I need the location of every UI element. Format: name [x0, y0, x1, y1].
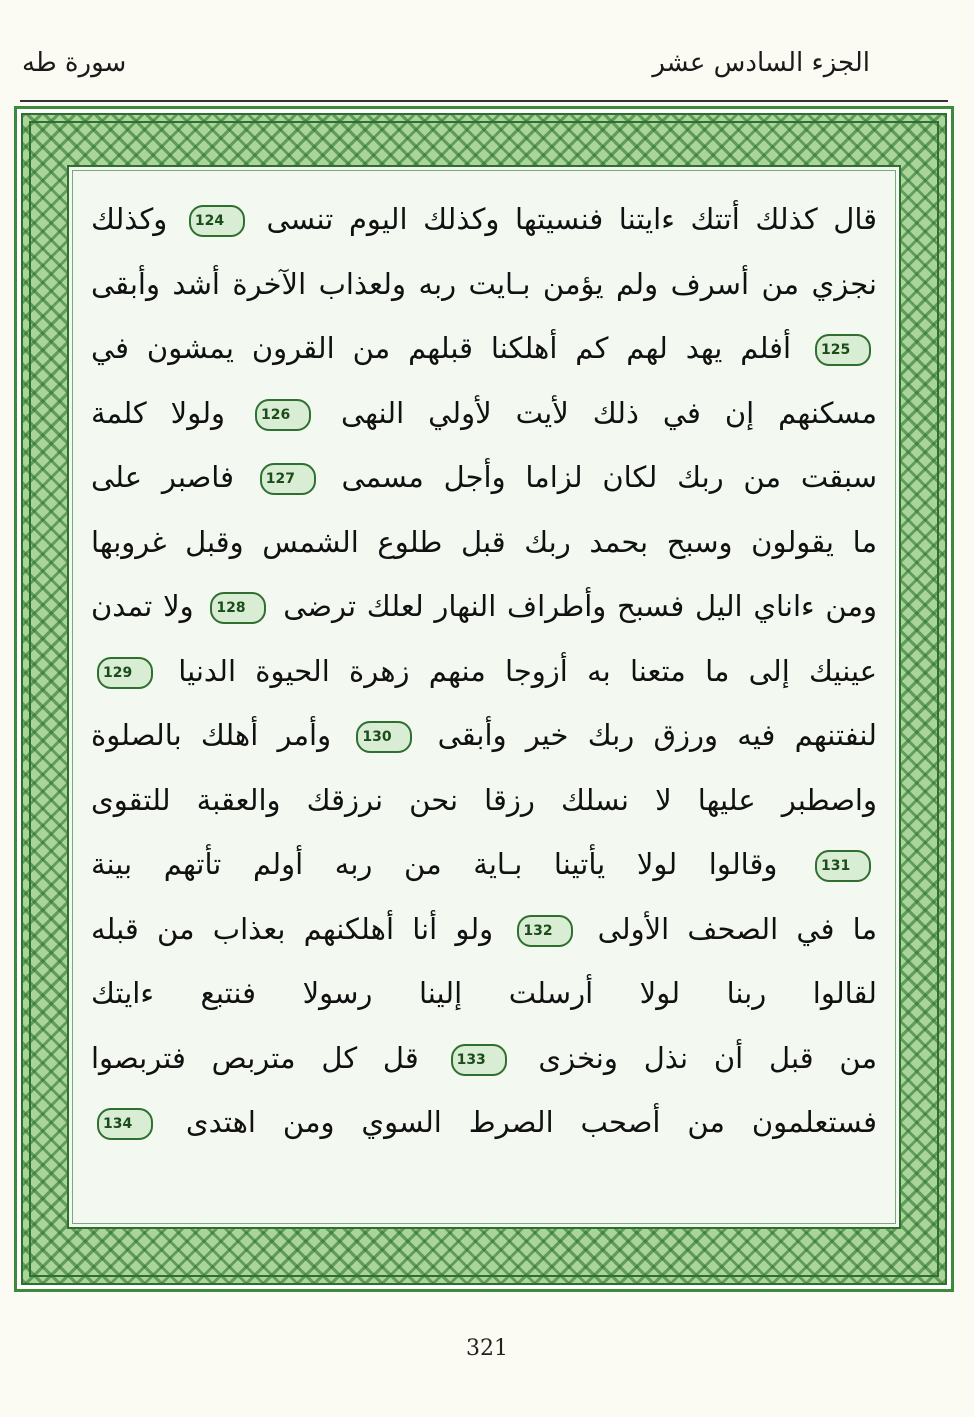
verse-text: سبقت من ربك لكان لزاما وأجل مسمى	[341, 460, 877, 494]
verse-text: ما يقولون وسبح بحمد ربك قبل طلوع الشمس وقبل غروبها	[91, 524, 877, 559]
verse-line	[91, 1090, 877, 1155]
verse-line	[91, 574, 877, 639]
verse-text: عينيك إلى ما متعنا به أزوجا منهم زهرة الحيوة الدنيا	[178, 653, 877, 688]
juz-name: الجزء السادس عشر	[652, 48, 870, 78]
header-divider	[20, 100, 948, 102]
verse-text: من قبل أن نذل ونخزى	[538, 1040, 877, 1075]
verse-line	[91, 510, 877, 575]
verse-text: ومن ءاناي اليل فسبح وأطراف النهار لعلك ترضى	[283, 589, 877, 623]
verse-text: وكذلك	[91, 202, 168, 236]
verse-line	[91, 187, 877, 252]
verse-line	[91, 1026, 877, 1091]
verse-line	[91, 768, 877, 833]
ornamental-frame	[14, 106, 954, 1292]
verse-text: قل كل متربص فتربصوا	[91, 1040, 419, 1075]
verse-line	[91, 639, 877, 704]
ayah-number-marker: 125	[815, 334, 871, 366]
verse-text: فستعلمون من أصحب الصرط السوي ومن اهتدى	[185, 1105, 877, 1139]
surah-name: سورة طه	[22, 48, 127, 78]
ayah-number-marker: 124	[189, 205, 245, 237]
verse-line	[91, 445, 877, 510]
verse-text: ولولا كلمة	[91, 395, 226, 430]
verse-text: نجزي من أسرف ولم يؤمن بـايت ربه ولعذاب الآخرة أشد وأبقى	[91, 266, 877, 301]
ayah-number-marker: 126	[255, 399, 311, 431]
verse-line	[91, 252, 877, 317]
verse-line	[91, 316, 877, 381]
ayah-number-marker: 134	[97, 1108, 153, 1140]
verse-text: لقالوا ربنا لولا أرسلت إلينا رسولا فنتبع ءايتك	[91, 976, 877, 1010]
verse-text: قال كذلك أتتك ءايتنا فنسيتها وكذلك اليوم تنسى	[266, 202, 877, 236]
verse-text: لنفتنهم فيه ورزق ربك خير وأبقى	[437, 718, 877, 752]
page-header	[14, 44, 954, 104]
verse-text: وأمر أهلك بالصلوة	[91, 718, 332, 752]
verse-text: ولا تمدن	[91, 589, 194, 623]
verse-line	[91, 703, 877, 768]
ayah-number-marker: 133	[451, 1044, 507, 1076]
ayah-number-marker: 127	[260, 463, 316, 495]
verse-lines	[91, 187, 877, 1155]
verse-line	[91, 832, 877, 897]
verse-text: فاصبر على	[91, 460, 234, 494]
verse-text: أفلم يهد لهم كم أهلكنا قبلهم من القرون يمشون في	[91, 331, 792, 365]
verse-text: ما في الصحف الأولى	[597, 911, 877, 946]
verse-text: واصطبر عليها لا نسلك رزقا نحن نرزقك والعقبة للتقوى	[91, 782, 877, 817]
ayah-number-marker: 129	[97, 657, 153, 689]
ayah-number-marker: 131	[815, 850, 871, 882]
verse-line	[91, 381, 877, 446]
verse-text: ولو أنا أهلكنهم بعذاب من قبله	[91, 911, 494, 946]
verse-text: مسكنهم إن في ذلك لأيت لأولي النهى	[340, 395, 877, 430]
verse-text: وقالوا لولا يأتينا بـاية من ربه أولم تأتهم بينة	[91, 847, 778, 881]
text-area	[67, 165, 901, 1229]
ayah-number-marker: 130	[356, 721, 412, 753]
page-number: 321	[466, 1336, 508, 1361]
ayah-number-marker: 132	[517, 915, 573, 947]
ayah-number-marker: 128	[210, 592, 266, 624]
verse-line	[91, 961, 877, 1026]
verse-line	[91, 897, 877, 962]
